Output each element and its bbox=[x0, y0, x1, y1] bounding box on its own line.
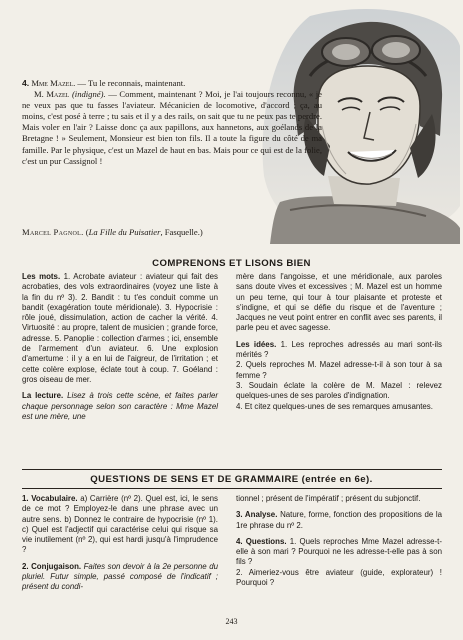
lecture-text: Lisez à trois cette scène, et faites parler chaque personnage selon son caractère : Mme Mazel est une mère, une bbox=[22, 391, 219, 421]
idee-3: 3. Soudain éclate la colère de M. Mazel : relevez quelques-unes de ses paroles d'indignation. bbox=[236, 380, 442, 401]
idee-4: 4. Et citez quelques-unes de ses remarques amusantes. bbox=[236, 401, 433, 411]
rule-bottom bbox=[22, 488, 442, 489]
conjugaison-continued: tionnel ; présent de l'impératif ; présent du subjonctif. bbox=[236, 494, 421, 503]
passage-number: 4. bbox=[22, 78, 30, 88]
credit-title: La Fille du Puisatier bbox=[88, 227, 161, 237]
mots-label: Les mots. bbox=[22, 272, 61, 281]
lecture-label: La lecture. bbox=[22, 391, 64, 401]
section2-left-column bbox=[22, 494, 218, 593]
mots-text: 1. Acrobate aviateur : aviateur qui fait des acrobaties, des vols extraordinaires (voyez une liste à la fin du nº 3). 2. Bandit : tu t'es conduit comme un bandit (exagération toute méridionale). 3. Hypocrisie : rôle joué, dissimulation, action de cacher la vérité. 4. Virtuosité : au propre, talent de musicien ; grande force, adresse. 5. Panoplie : collection d'armes ; ici, ensemble de l'armement d'un aviateur. 6. Une explosion d'amertume : il y a en lui de l'aigreur, de l'irritation ; et cette colère explose, éclate tout à coup. 7. Goéland : gros oiseau de mer. bbox=[22, 272, 218, 384]
vocabulaire-label: 1. Vocabulaire. bbox=[22, 494, 78, 503]
conjugaison-text: Faites son devoir à la 2e personne du pluriel. Futur simple, passé composé de l'indicatif ; présent du condi- bbox=[22, 561, 218, 592]
section2-right-column bbox=[236, 494, 442, 588]
page-number: 243 bbox=[225, 617, 238, 626]
idee-2: 2. Quels reproches M. Mazel adresse-t-il à son tour à sa femme ? bbox=[236, 360, 442, 380]
vocabulaire-text: a) Carrière (nº 2). Quel est, ici, le sens de ce mot ? Employez-le dans une phrase avec un autre sens. b) Donnez le contraire de hypocrisie (nº 1). c) Quel est l'adjectif qui caractérise celui qui risque sa vie inutilement (nº 2), qui est hardi jusqu'à l'imprudence ? bbox=[22, 494, 218, 555]
questions-text: 1. Quels reproches Mme Mazel adresse-t-elle à son mari ? Pourquoi ne les adresse-t-elle pas à son fils ? bbox=[236, 536, 442, 567]
speaker-mme-mazel: Mme Mazel. bbox=[31, 78, 76, 88]
line1-text: — Tu le reconnais, maintenant. bbox=[75, 78, 186, 88]
dialogue-text bbox=[22, 78, 322, 167]
idee-1: 1. Les reproches adressés au mari sont-ils mérités ? bbox=[236, 339, 442, 360]
section1-left-column bbox=[22, 272, 218, 422]
credit-author: Marcel Pagnol. bbox=[22, 227, 84, 237]
section1-right-column bbox=[236, 272, 442, 412]
analyse-text: Nature, forme, fonction des propositions de la 1re phrase du nº 2. bbox=[236, 510, 443, 530]
question-2: 2. Aimeriez-vous être aviateur (guide, explorateur) ! Pourquoi ? bbox=[236, 567, 442, 588]
section-heading-questions: QUESTIONS DE SENS ET DE GRAMMAIRE (entrée en 6e). bbox=[90, 474, 373, 485]
questions-label: 4. Questions. bbox=[236, 536, 287, 546]
p2-text-b: sais et il y a des rails, on sait que tu ne peux pas te perdre. Mais voler en l'air ? Laisse donc ça aux papillons, aux hannetons, aux goélands de la Bretagne ! » Seulement, Monsieur est bien ton fils. Il a toute la figure du côté de ma famille. Par le physique, c'est un Mazel de haut en bas. Mais pour ce qui est de la folie, c'est un pur Cassignol ! bbox=[22, 111, 322, 166]
speaker-m-mazel: M. Mazel bbox=[34, 89, 70, 100]
p2-text: — Comment, maintenant ? Moi, je l'ai toujours reconnu, « je ne veux pas que tu fasses l'aviateur. Mécanicien de locomotive, d'accord ; ça, au moins, c'est posé à terre ; tu bbox=[22, 89, 322, 122]
section-heading-comprenons: COMPRENONS ET LISONS BIEN bbox=[152, 258, 311, 269]
source-credit: Marcel Pagnol. (La Fille du Puisatier, Fasquelle.) bbox=[22, 227, 203, 237]
right-intro: mère dans l'angoisse, et une méridionale, aux paroles sans doute vives et excessives ; M. Mazel est un homme un peu terne, qui tour à tour plaisante et proteste et s'indigne, et qui se défie du risque et de l'aventure ; Jacques ne veut point entrer en conflit avec ses parents, il parle peu et avec sagesse. bbox=[236, 272, 442, 333]
stage-direction: (indigné). bbox=[69, 89, 106, 100]
credit-publisher: , Fasquelle.) bbox=[160, 227, 203, 237]
rule-top bbox=[22, 469, 442, 470]
conjugaison-label: 2. Conjugaison. bbox=[22, 561, 82, 571]
analyse-label: 3. Analyse. bbox=[236, 510, 278, 520]
idees-label: Les idées. bbox=[236, 339, 277, 349]
